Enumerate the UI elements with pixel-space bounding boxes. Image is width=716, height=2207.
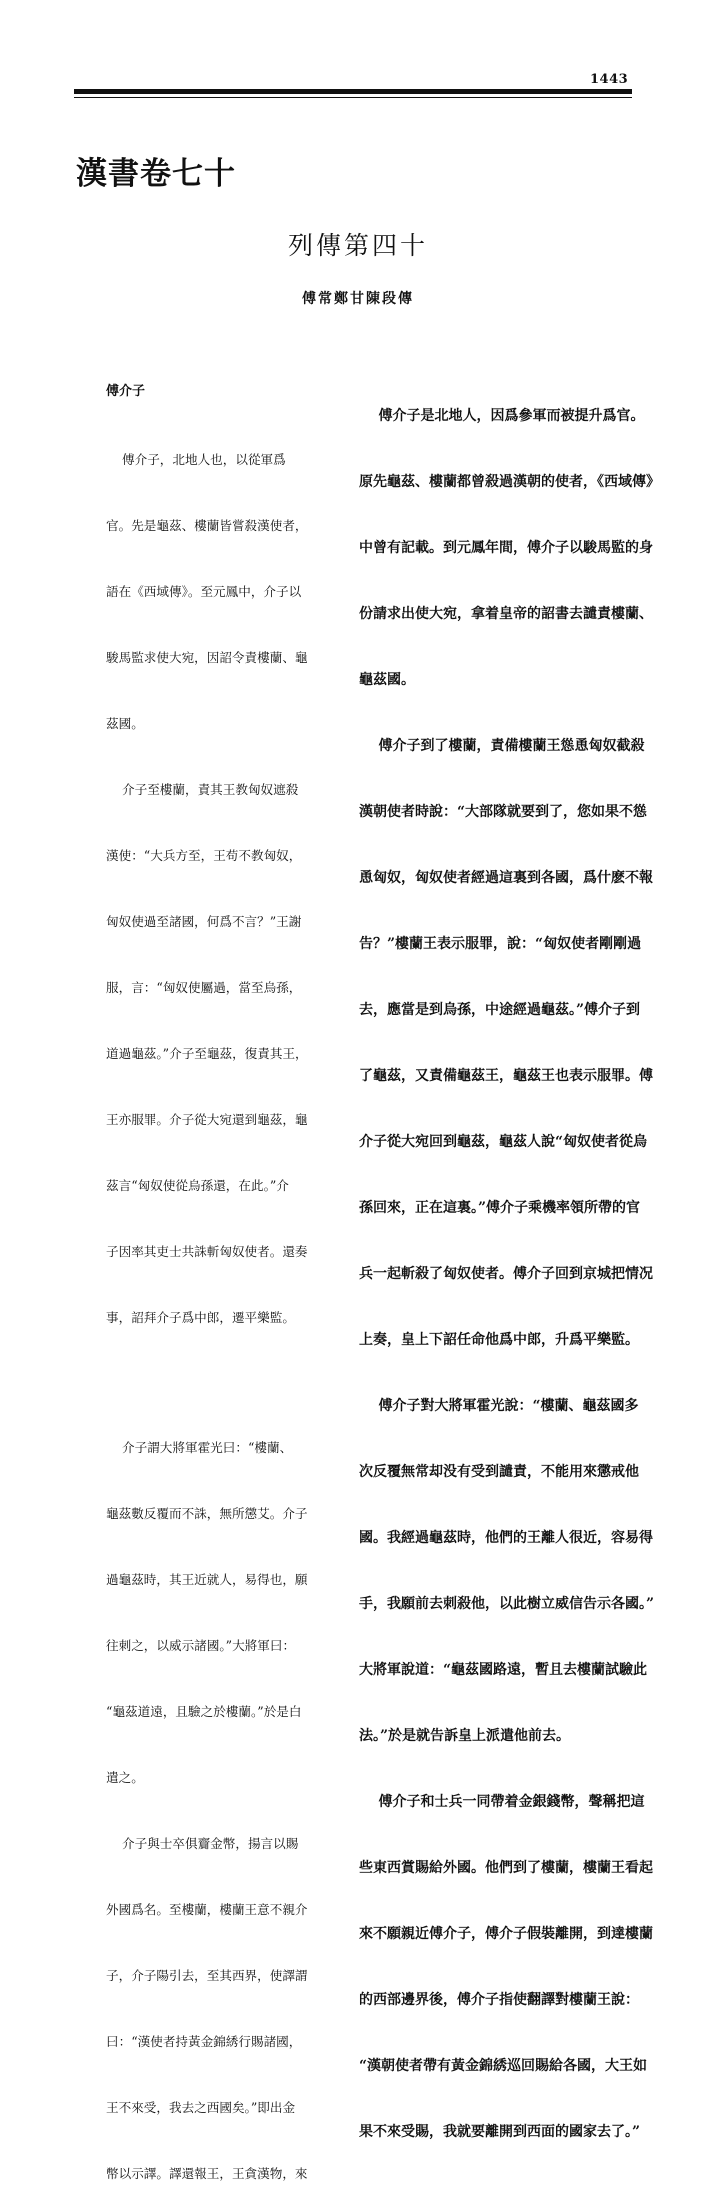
modern-line: 原先龜茲、樓蘭都曾殺過漢朝的使者，《西域傳》 <box>359 474 660 490</box>
classical-line: “龜茲道遠，且驗之於樓蘭。”於是白 <box>106 1704 302 1719</box>
modern-line: 大將軍說道：“龜茲國路遠，暫且去樓蘭試驗此 <box>359 1662 648 1678</box>
classical-line: 語在《西域傳》。至元鳳中，介子以 <box>106 584 302 599</box>
modern-line: 果不來受賜，我就要離開到西面的國家去了。” <box>359 2124 641 2140</box>
paragraph-gap <box>106 1373 342 1393</box>
modern-line: 手，我願前去刺殺他，以此樹立威信告示各國。” <box>359 1596 655 1612</box>
modern-line: 了龜茲，又責備龜茲王，龜茲王也表示服罪。傅 <box>359 1068 653 1084</box>
classical-line: 龜茲數反覆而不誅，無所懲艾。介子 <box>106 1506 308 1521</box>
classical-line: 駿馬監求使大宛，因詔令責樓蘭、龜 <box>106 650 308 665</box>
modern-line: 的西部邊界後，傅介子指使翻譯對樓蘭王說： <box>359 1992 639 2008</box>
classical-line: 曰：“漢使者持黃金錦綉行賜諸國， <box>106 2034 302 2049</box>
chapter-title: 列傳第四十 <box>287 231 428 260</box>
modern-line: 些東西賞賜給外國。他們到了樓蘭，樓蘭王看起 <box>359 1860 653 1876</box>
classical-line: 王亦服罪。介子從大宛還到龜茲，龜 <box>106 1112 308 1127</box>
classical-line: 外國爲名。至樓蘭，樓蘭王意不親介 <box>106 1902 308 1917</box>
classical-line: 往刺之，以威示諸國。”大將軍曰： <box>106 1638 296 1653</box>
classical-line: 遣之。 <box>106 1770 144 1785</box>
modern-line: 上奏，皇上下詔任命他爲中郎，升爲平樂監。 <box>359 1332 639 1348</box>
classical-line: 幣以示譯。譯還報王，王貪漢物，來 <box>106 2166 308 2181</box>
modern-line: “漢朝使者帶有黃金錦綉巡回賜給各國，大王如 <box>359 2058 648 2074</box>
modern-line: 龜茲國。 <box>359 672 415 688</box>
classical-text-column <box>106 335 342 2207</box>
classical-line: 子，介子陽引去，至其西界，使譯謂 <box>106 1968 308 1983</box>
modern-line: 傅介子到了樓蘭，責備樓蘭王慫恿匈奴截殺 <box>359 738 645 754</box>
modern-line: 法。”於是就告訴皇上派遣他前去。 <box>359 1728 571 1744</box>
page-number: 1443 <box>590 72 629 87</box>
classical-line: 事，詔拜介子爲中郎，遷平樂監。 <box>106 1310 295 1325</box>
modern-line: 國。我經過龜茲時，他們的王離人很近，容易得 <box>359 1530 653 1546</box>
modern-translation-column <box>359 361 660 2165</box>
classical-line: 服，言：“匈奴使屬過，當至烏孫， <box>106 980 302 995</box>
book-title: 漢書卷七十 <box>76 156 236 192</box>
classical-line: 過龜茲時，其王近就人，易得也，願 <box>106 1572 308 1587</box>
modern-line: 漢朝使者時說：“大部隊就要到了，您如果不慫 <box>359 804 648 820</box>
modern-line: 恿匈奴，匈奴使者經過這裏到各國，爲什麽不報 <box>359 870 653 886</box>
classical-line: 漢使：“大兵方至，王苟不教匈奴， <box>106 848 302 863</box>
modern-line: 次反覆無常却没有受到譴責，不能用來懲戒他 <box>359 1464 639 1480</box>
classical-line: 茲國。 <box>106 716 144 731</box>
modern-line: 兵一起斬殺了匈奴使者。傅介子回到京城把情况 <box>359 1266 653 1282</box>
classical-line: 介子至樓蘭，責其王教匈奴遮殺 <box>106 782 299 797</box>
classical-line: 王不來受，我去之西國矣。”即出金 <box>106 2100 296 2115</box>
classical-line: 道過龜茲。”介子至龜茲，復責其王， <box>106 1046 308 1061</box>
modern-line: 份請求出使大宛，拿着皇帝的詔書去譴責樓蘭、 <box>359 606 653 622</box>
modern-line: 來不願親近傅介子，傅介子假裝離開，到達樓蘭 <box>359 1926 653 1942</box>
modern-line: 告？”樓蘭王表示服罪，說：“匈奴使者剛剛過 <box>359 936 642 952</box>
modern-line: 傅介子對大將軍霍光說：“樓蘭、龜茲國多 <box>359 1398 639 1414</box>
header-rule-thick <box>74 89 632 94</box>
classical-line: 介子與士卒俱齎金幣，揚言以賜 <box>106 1836 299 1851</box>
classical-line: 官。先是龜茲、樓蘭皆嘗殺漢使者， <box>106 518 308 533</box>
modern-line: 介子從大宛回到龜茲，龜茲人說“匈奴使者從烏 <box>359 1134 648 1150</box>
modern-line: 孫回來，正在這裏。”傅介子乘機率領所帶的官 <box>359 1200 641 1216</box>
classical-line: 子因率其吏士共誅斬匈奴使者。還奏 <box>106 1244 308 1259</box>
chapter-subtitle: 傅常鄭甘陳段傳 <box>302 291 414 307</box>
modern-line: 傅介子和士兵一同帶着金銀錢幣，聲稱把這 <box>359 1794 645 1810</box>
modern-line: 去，應當是到烏孫，中途經過龜茲。”傅介子到 <box>359 1002 641 1018</box>
modern-line: 中曾有記載。到元鳳年間，傅介子以駿馬監的身 <box>359 540 653 556</box>
header-rule-thin <box>74 97 632 98</box>
classical-line: 匈奴使過至諸國，何爲不言？”王謝 <box>106 914 302 929</box>
section-heading: 傅介子 <box>106 384 146 399</box>
classical-line: 介子謂大將軍霍光曰：“樓蘭、 <box>106 1440 293 1455</box>
classical-line: 茲言“匈奴使從烏孫還，在此。”介 <box>106 1178 289 1193</box>
classical-line: 傅介子，北地人也，以從軍爲 <box>106 452 286 467</box>
modern-line: 傅介子是北地人，因爲參軍而被提升爲官。 <box>359 408 645 424</box>
